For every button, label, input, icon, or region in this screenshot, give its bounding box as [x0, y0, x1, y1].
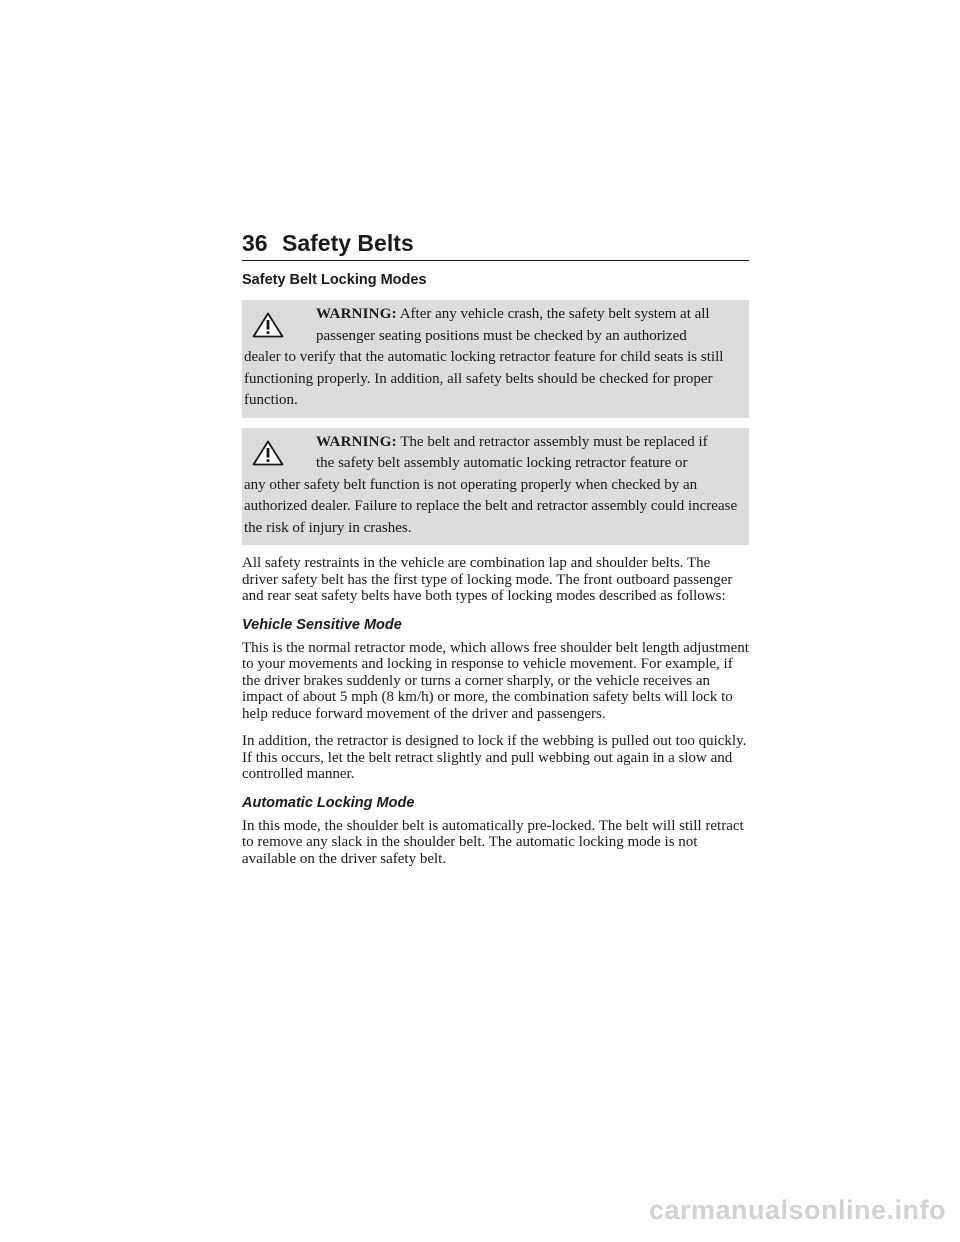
intro-paragraph: All safety restraints in the vehicle are combination lap and shoulder belts. The driver safety belt has the first type of locking mode. The front outboard passenger and rear seat safety belts have both types of locking modes described as follows: — [242, 555, 733, 604]
running-title: Safety Belts — [282, 230, 414, 256]
retractor-paragraph: In addition, the retractor is designed to lock if the webbing is pulled out too quickly. If this occurs, let the belt retract slightly and pull webbing out again in a slow and controlled manner. — [242, 733, 747, 782]
warning-first-lines — [244, 432, 741, 475]
warning-text: any other safety belt function is not operating properly when checked by an authorized dealer. Failure to replace the belt and retractor assembly could increase the risk of injury in crashes. — [244, 476, 738, 536]
warning-first-lines — [244, 304, 741, 347]
vehicle-sensitive-paragraph: This is the normal retractor mode, which allows free shoulder belt length adjustment to your movements and locking in response to vehicle movement. For example, if the driver brakes suddenly or turns a corner sharply, or the vehicle receives an impact of about 5 mph (8 km/h) or more, the combination safety belts will lock to help reduce forward movement of the driver and passengers. — [242, 639, 749, 722]
watermark: carmanualsonline.info — [648, 1195, 946, 1225]
warning-line-1: After any vehicle crash, the safety belt system at all — [399, 306, 710, 322]
page-header — [242, 228, 749, 261]
warning-label: WARNING: — [316, 306, 397, 322]
subheading-automatic-locking: Automatic Locking Mode — [242, 794, 415, 811]
page-content — [242, 270, 749, 878]
page-number: 36 — [242, 230, 268, 256]
warning-line-2: passenger seating positions must be checked by an authorized — [316, 327, 687, 344]
warning-line-1: The belt and retractor assembly must be replaced if — [400, 433, 708, 450]
subheading-vehicle-sensitive: Vehicle Sensitive Mode — [242, 616, 402, 633]
warning-triangle-icon — [252, 440, 284, 466]
section-title: Safety Belt Locking Modes — [242, 272, 427, 288]
warning-triangle-icon — [252, 312, 284, 338]
warning-box — [242, 300, 749, 418]
warning-box — [242, 428, 749, 546]
automatic-locking-paragraph: In this mode, the shoulder belt is automatically pre-locked. The belt will still retract to remove any slack in the shoulder belt. The automatic locking mode is not available on the driver safety belt. — [242, 817, 744, 867]
warning-line-2: the safety belt assembly automatic locking retractor feature or — [316, 455, 688, 471]
warning-text: dealer to verify that the automatic locking retractor feature for child seats is still functioning properly. In addition, all safety belts should be checked for proper function. — [244, 349, 724, 408]
warning-label: WARNING: — [316, 433, 397, 450]
